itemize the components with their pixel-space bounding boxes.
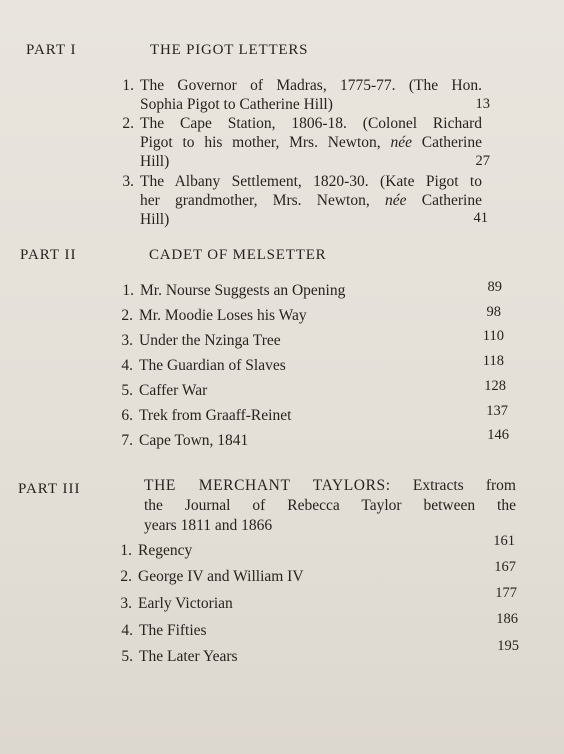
- entry-title: Early Victorian: [138, 595, 233, 612]
- part-3-title-line: the Journal of Rebecca Taylor between the: [144, 497, 516, 514]
- entry-title-line: Hill): [140, 211, 170, 228]
- toc-entry: [110, 559, 530, 587]
- entry-page-number: 146: [487, 427, 509, 443]
- toc-entry: [111, 328, 531, 351]
- part-3-title-line: years 1811 and 1866: [144, 517, 273, 534]
- toc-entry: [110, 585, 530, 614]
- entry-title-line: The Cape Station, 1806-18. (Colonel Richard: [140, 115, 482, 132]
- entry-number: 4.: [121, 622, 133, 639]
- entry-title-italic: née: [384, 192, 407, 209]
- entry-title-italic: née: [390, 134, 412, 151]
- toc-entry: [110, 533, 530, 561]
- entry-title: The Fifties: [139, 622, 207, 639]
- toc-entry: [111, 427, 531, 451]
- part-2-title: CADET OF MELSETTER: [149, 247, 327, 263]
- entry-title: [140, 76, 482, 114]
- entry-page-number: 128: [484, 378, 506, 394]
- entry-number: 7.: [121, 432, 133, 449]
- entry-page-number: 195: [497, 638, 519, 654]
- part-1-title: THE PIGOT LETTERS: [150, 42, 309, 58]
- entry-number: 6.: [121, 407, 133, 424]
- part-3-label: PART III: [18, 481, 81, 497]
- entry-page-number: 41: [473, 210, 488, 226]
- entry-number: 5.: [121, 382, 133, 399]
- part-3-title-rest: Extracts from: [390, 477, 516, 494]
- toc-entry: [111, 306, 531, 326]
- toc-entry: [111, 353, 531, 376]
- entry-page-number: 137: [486, 403, 508, 419]
- entry-title: [140, 172, 482, 229]
- part-3-title-caps: THE MERCHANT TAYLORS:: [144, 477, 391, 494]
- entry-page-number: 13: [475, 96, 490, 112]
- entry-number: 3.: [122, 173, 134, 190]
- part-1-label: PART I: [26, 42, 77, 58]
- entry-title: Regency: [138, 542, 193, 559]
- entry-title-text: Catherine: [411, 134, 482, 151]
- entry-number: 2.: [122, 115, 134, 132]
- entry-page-number: 186: [496, 611, 518, 627]
- toc-entry: [112, 281, 532, 301]
- entry-page-number: 27: [475, 153, 490, 169]
- entry-title-line: The Governor of Madras, 1775-77. (The Hon.: [140, 77, 482, 94]
- entry-title: Under the Nzinga Tree: [139, 332, 281, 349]
- part-3-title-line: [144, 476, 516, 496]
- entry-page-number: 98: [486, 304, 501, 320]
- toc-entry: [112, 76, 532, 116]
- entry-title-line: Hill): [140, 153, 170, 170]
- part-2-label: PART II: [20, 247, 77, 263]
- entry-title-line: The Albany Settlement, 1820-30. (Kate Pigot to: [140, 173, 482, 190]
- entry-page-number: 167: [494, 559, 516, 575]
- entry-title: The Later Years: [139, 648, 238, 665]
- toc-entry: [111, 403, 531, 426]
- entry-title: Mr. Moodie Loses his Way: [139, 307, 307, 324]
- entry-title: George IV and William IV: [138, 568, 304, 585]
- entry-number: 2.: [120, 568, 132, 585]
- toc-entry: [111, 611, 531, 641]
- entry-title: Trek from Graaff-Reinet: [139, 407, 292, 424]
- entry-title: The Guardian of Slaves: [139, 357, 286, 374]
- entry-title: [140, 114, 482, 171]
- entry-page-number: 177: [495, 585, 517, 601]
- entry-number: 5.: [121, 648, 133, 665]
- entry-title: Cape Town, 1841: [139, 432, 249, 449]
- entry-number: 1.: [122, 282, 134, 299]
- entry-number: 1.: [122, 77, 134, 94]
- toc-entry: [112, 172, 532, 232]
- toc-entry: [111, 378, 531, 401]
- entry-number: 2.: [121, 307, 133, 324]
- entry-title-line: Sophia Pigot to Catherine Hill): [140, 96, 333, 113]
- entry-number: 1.: [120, 542, 132, 559]
- entry-title-line: [140, 133, 482, 152]
- entry-number: 3.: [121, 332, 133, 349]
- toc-entry: [111, 638, 531, 667]
- entry-page-number: 118: [482, 353, 504, 369]
- entry-number: 4.: [121, 357, 133, 374]
- entry-page-number: 161: [493, 533, 515, 549]
- part-3-title: [144, 476, 516, 536]
- entry-title: Mr. Nourse Suggests an Opening: [140, 282, 346, 299]
- entry-title-text: her grandmother, Mrs. Newton,: [140, 192, 385, 209]
- entry-number: 3.: [120, 595, 132, 612]
- entry-title: Caffer War: [139, 382, 208, 399]
- toc-entry: [112, 114, 532, 174]
- entry-title-text: Catherine: [406, 192, 482, 209]
- entry-title-text: Pigot to his mother, Mrs. Newton,: [140, 134, 391, 151]
- entry-page-number: 110: [482, 328, 504, 344]
- entry-page-number: 89: [487, 279, 502, 295]
- entry-title-line: [140, 191, 482, 210]
